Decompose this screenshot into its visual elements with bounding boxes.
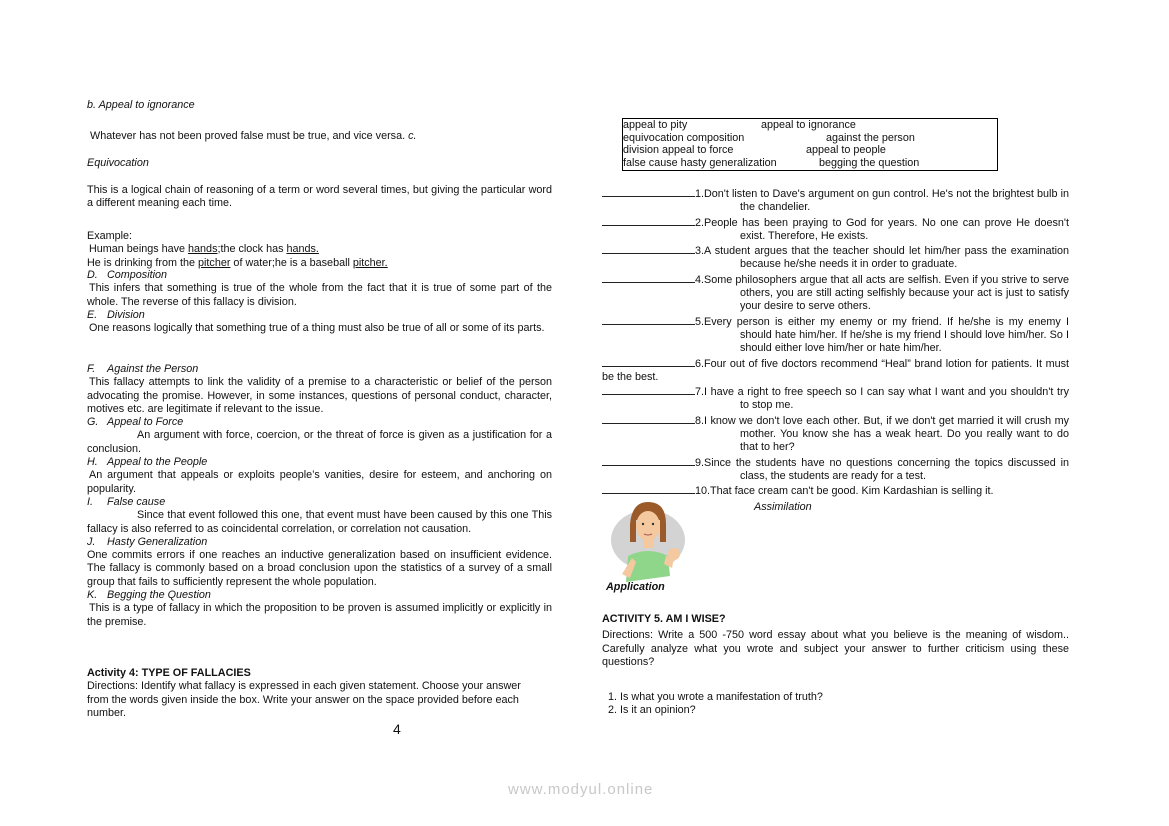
section-title: Appeal to the People bbox=[107, 456, 208, 469]
item-text: 10.That face cream can't be good. Kim Kardashian is selling it. bbox=[695, 485, 994, 498]
exercise-item bbox=[602, 272, 1069, 314]
section-heading bbox=[87, 309, 552, 322]
choices-box bbox=[622, 118, 998, 171]
answer-blank[interactable] bbox=[602, 356, 695, 367]
section-heading bbox=[87, 269, 552, 282]
section-title: False cause bbox=[107, 495, 166, 508]
item-text: 2.People has been praying to God for years. No one can prove He doesn't exist. Therefore, He exists. bbox=[695, 216, 1069, 242]
exercise-item bbox=[602, 384, 1069, 413]
example-text: Human beings have bbox=[89, 243, 189, 256]
section-letter: E. bbox=[87, 308, 98, 321]
paragraph-text: Whatever has not been proved false must be true, and vice versa. bbox=[90, 130, 406, 142]
answer-blank[interactable] bbox=[602, 455, 695, 466]
section-title: Appeal to Force bbox=[107, 416, 184, 429]
choice-option: appeal to people bbox=[806, 144, 886, 157]
section-title: Hasty Generalization bbox=[107, 535, 208, 548]
answer-blank[interactable] bbox=[602, 272, 695, 283]
section-text: Since that event followed this one, that event must have been caused by this one This fallacy is also referred to as coincidental correlation, or correlation not causation. bbox=[87, 509, 552, 535]
example-line bbox=[87, 257, 552, 270]
page-number: 4 bbox=[393, 721, 401, 737]
exercise-item bbox=[602, 215, 1069, 244]
question-list bbox=[602, 691, 1069, 718]
exercise-items bbox=[602, 186, 1069, 499]
answer-blank[interactable] bbox=[602, 413, 695, 424]
choice-option: false cause hasty generalization bbox=[623, 156, 777, 169]
example-text: of water;he is a baseball bbox=[230, 256, 353, 269]
item-text: 8.I know we don't love each other. But, if we don't get married it will crush my mother. You know she has a weak heart. Do you really want to do that to her? bbox=[695, 414, 1069, 454]
section-text: One commits errors if one reaches an inductive generalization based on insufficient evidence. The fallacy is commonly based on a broad conclusion upon the statistics of a survey of a small group that fails to sufficiently represent the whole population. bbox=[87, 549, 552, 588]
application-label: Application bbox=[606, 581, 665, 593]
activity5 bbox=[602, 613, 1069, 718]
choice-option: begging the question bbox=[819, 156, 920, 169]
item-text: 3.A student argues that the teacher should let him/her pass the examination because he/she needs it in order to graduate. bbox=[695, 245, 1069, 271]
exercise-item bbox=[602, 186, 1069, 215]
example-text: He is drinking from the bbox=[87, 256, 199, 269]
section-text: This fallacy attempts to link the validity of a premise to a characteristic or belief of the person advocating the promise. However, in some instances, questions of personal conduct, character, motives etc. are legitimate if relevant to the issue. bbox=[87, 376, 552, 415]
equivocation-text: This is a logical chain of reasoning of a term or word several times, but giving the particular word a different meaning each time. bbox=[87, 184, 552, 210]
student-illustration bbox=[608, 498, 688, 582]
example-text: ;the clock has bbox=[217, 243, 287, 256]
underlined-word: pitcher bbox=[198, 256, 231, 269]
section-letter: G. bbox=[87, 416, 99, 429]
choices-row bbox=[623, 119, 997, 132]
exercise-item bbox=[602, 413, 1069, 455]
item-text: 9.Since the students have no questions concerning the topics discussed in class, the students are ready for a test. bbox=[695, 456, 1069, 482]
activity4-title: Activity 4: TYPE OF FALLACIES bbox=[87, 667, 251, 679]
item-text: 5.Every person is either my enemy or my friend. If he/she is my enemy I should hate him/her. If he/she is my friend I should love him/her. So I should either love him/her or hate him/her. bbox=[695, 315, 1069, 355]
answer-blank[interactable] bbox=[602, 243, 695, 254]
item-text: 4.Some philosophers argue that all acts are selfish. Even if you strive to serve others, you are still acting selfishly because your act is just to satisfy your desire to serve others. bbox=[695, 273, 1069, 313]
exercise-item bbox=[602, 483, 1069, 498]
section-text: An argument with force, coercion, or the threat of force is given as a justification for a conclusion. bbox=[87, 429, 552, 455]
question-item: 2. Is it an opinion? bbox=[620, 704, 1069, 717]
choice-option: division appeal to force bbox=[623, 144, 734, 157]
underlined-word: hands bbox=[188, 243, 218, 256]
example-line bbox=[87, 243, 552, 256]
section-letter: D. bbox=[87, 269, 98, 281]
section-heading bbox=[87, 589, 552, 602]
choice-option: appeal to pity bbox=[623, 119, 688, 131]
example-block bbox=[87, 230, 552, 270]
activity5-title: ACTIVITY 5. AM I WISE? bbox=[602, 613, 726, 625]
answer-blank[interactable] bbox=[602, 314, 695, 325]
section-heading bbox=[87, 496, 552, 509]
choices-row bbox=[623, 132, 997, 145]
underlined-word: hands. bbox=[286, 243, 319, 256]
section-heading bbox=[87, 456, 552, 469]
choice-option: against the person bbox=[826, 131, 915, 144]
choice-option: appeal to ignorance bbox=[761, 119, 856, 131]
appeal-ignorance-heading: b. Appeal to ignorance bbox=[87, 99, 195, 111]
section-title: Composition bbox=[107, 269, 168, 281]
watermark: www.modyul.online bbox=[508, 781, 654, 798]
fallacy-sections-fk bbox=[87, 363, 552, 629]
activity4 bbox=[87, 667, 552, 720]
item-text: 7.I have a right to free speech so I can say what I want and you shouldn't try to stop me. bbox=[695, 386, 1069, 412]
section-title: Against the Person bbox=[107, 363, 199, 375]
section-letter: H. bbox=[87, 456, 98, 469]
section-heading bbox=[87, 416, 552, 429]
section-letter: F. bbox=[87, 363, 96, 375]
fallacy-sections-de bbox=[87, 269, 552, 335]
exercise-item bbox=[602, 314, 1069, 356]
exercise-item bbox=[602, 243, 1069, 272]
item-text: 6.Four out of five doctors recommend “Heal” brand lotion for patients. It must be the best. bbox=[602, 357, 1069, 383]
choices-row bbox=[623, 144, 997, 157]
section-heading bbox=[87, 363, 552, 376]
activity4-directions: Directions: Identify what fallacy is expressed in each given statement. Choose your answer from the words given inside the box. Write your answer on the space provided before each number. bbox=[87, 680, 521, 719]
section-letter: I. bbox=[87, 495, 93, 508]
section-text: An argument that appeals or exploits people’s vanities, desire for esteem, and anchoring on popularity. bbox=[87, 469, 552, 495]
assimilation-label: Assimilation bbox=[754, 501, 812, 513]
section-letter: J. bbox=[87, 535, 96, 548]
example-lines bbox=[87, 243, 552, 270]
answer-blank[interactable] bbox=[602, 186, 695, 197]
appeal-ignorance-text bbox=[87, 130, 555, 143]
trailing-letter: c. bbox=[408, 130, 417, 142]
section-text: This is a type of fallacy in which the proposition to be proven is assumed implicitly or explicitly in the premise. bbox=[87, 602, 552, 628]
underlined-word: pitcher. bbox=[352, 256, 388, 269]
section-title: Division bbox=[107, 308, 145, 321]
activity5-directions: Directions: Write a 500 -750 word essay about what you believe is the meaning of wisdom.. Carefully analyze what you wrote and subject your answer to further criticism using these questions? bbox=[602, 629, 1069, 668]
section-title: Begging the Question bbox=[107, 589, 211, 602]
answer-blank[interactable] bbox=[602, 215, 695, 226]
answer-blank[interactable] bbox=[602, 384, 695, 395]
example-label: Example: bbox=[87, 230, 133, 242]
section-text: One reasons logically that something true of a thing must also be true of all or some of its parts. bbox=[89, 322, 545, 335]
item-text: 1.Don't listen to Dave's argument on gun control. He's not the brightest bulb in the chandelier. bbox=[695, 188, 1069, 214]
equivocation-heading: Equivocation bbox=[87, 157, 149, 169]
choices-row bbox=[623, 157, 997, 170]
section-text: This infers that something is true of the whole from the fact that it is true of some part of the whole. The reverse of this fallacy is division. bbox=[87, 282, 552, 308]
exercise-item bbox=[602, 356, 1069, 385]
exercise-item bbox=[602, 455, 1069, 484]
section-letter: K. bbox=[87, 589, 98, 602]
choice-option: equivocation composition bbox=[623, 131, 745, 144]
answer-blank[interactable] bbox=[602, 483, 695, 494]
question-item: 1. Is what you wrote a manifestation of truth? bbox=[620, 691, 1069, 704]
section-heading bbox=[87, 536, 552, 549]
